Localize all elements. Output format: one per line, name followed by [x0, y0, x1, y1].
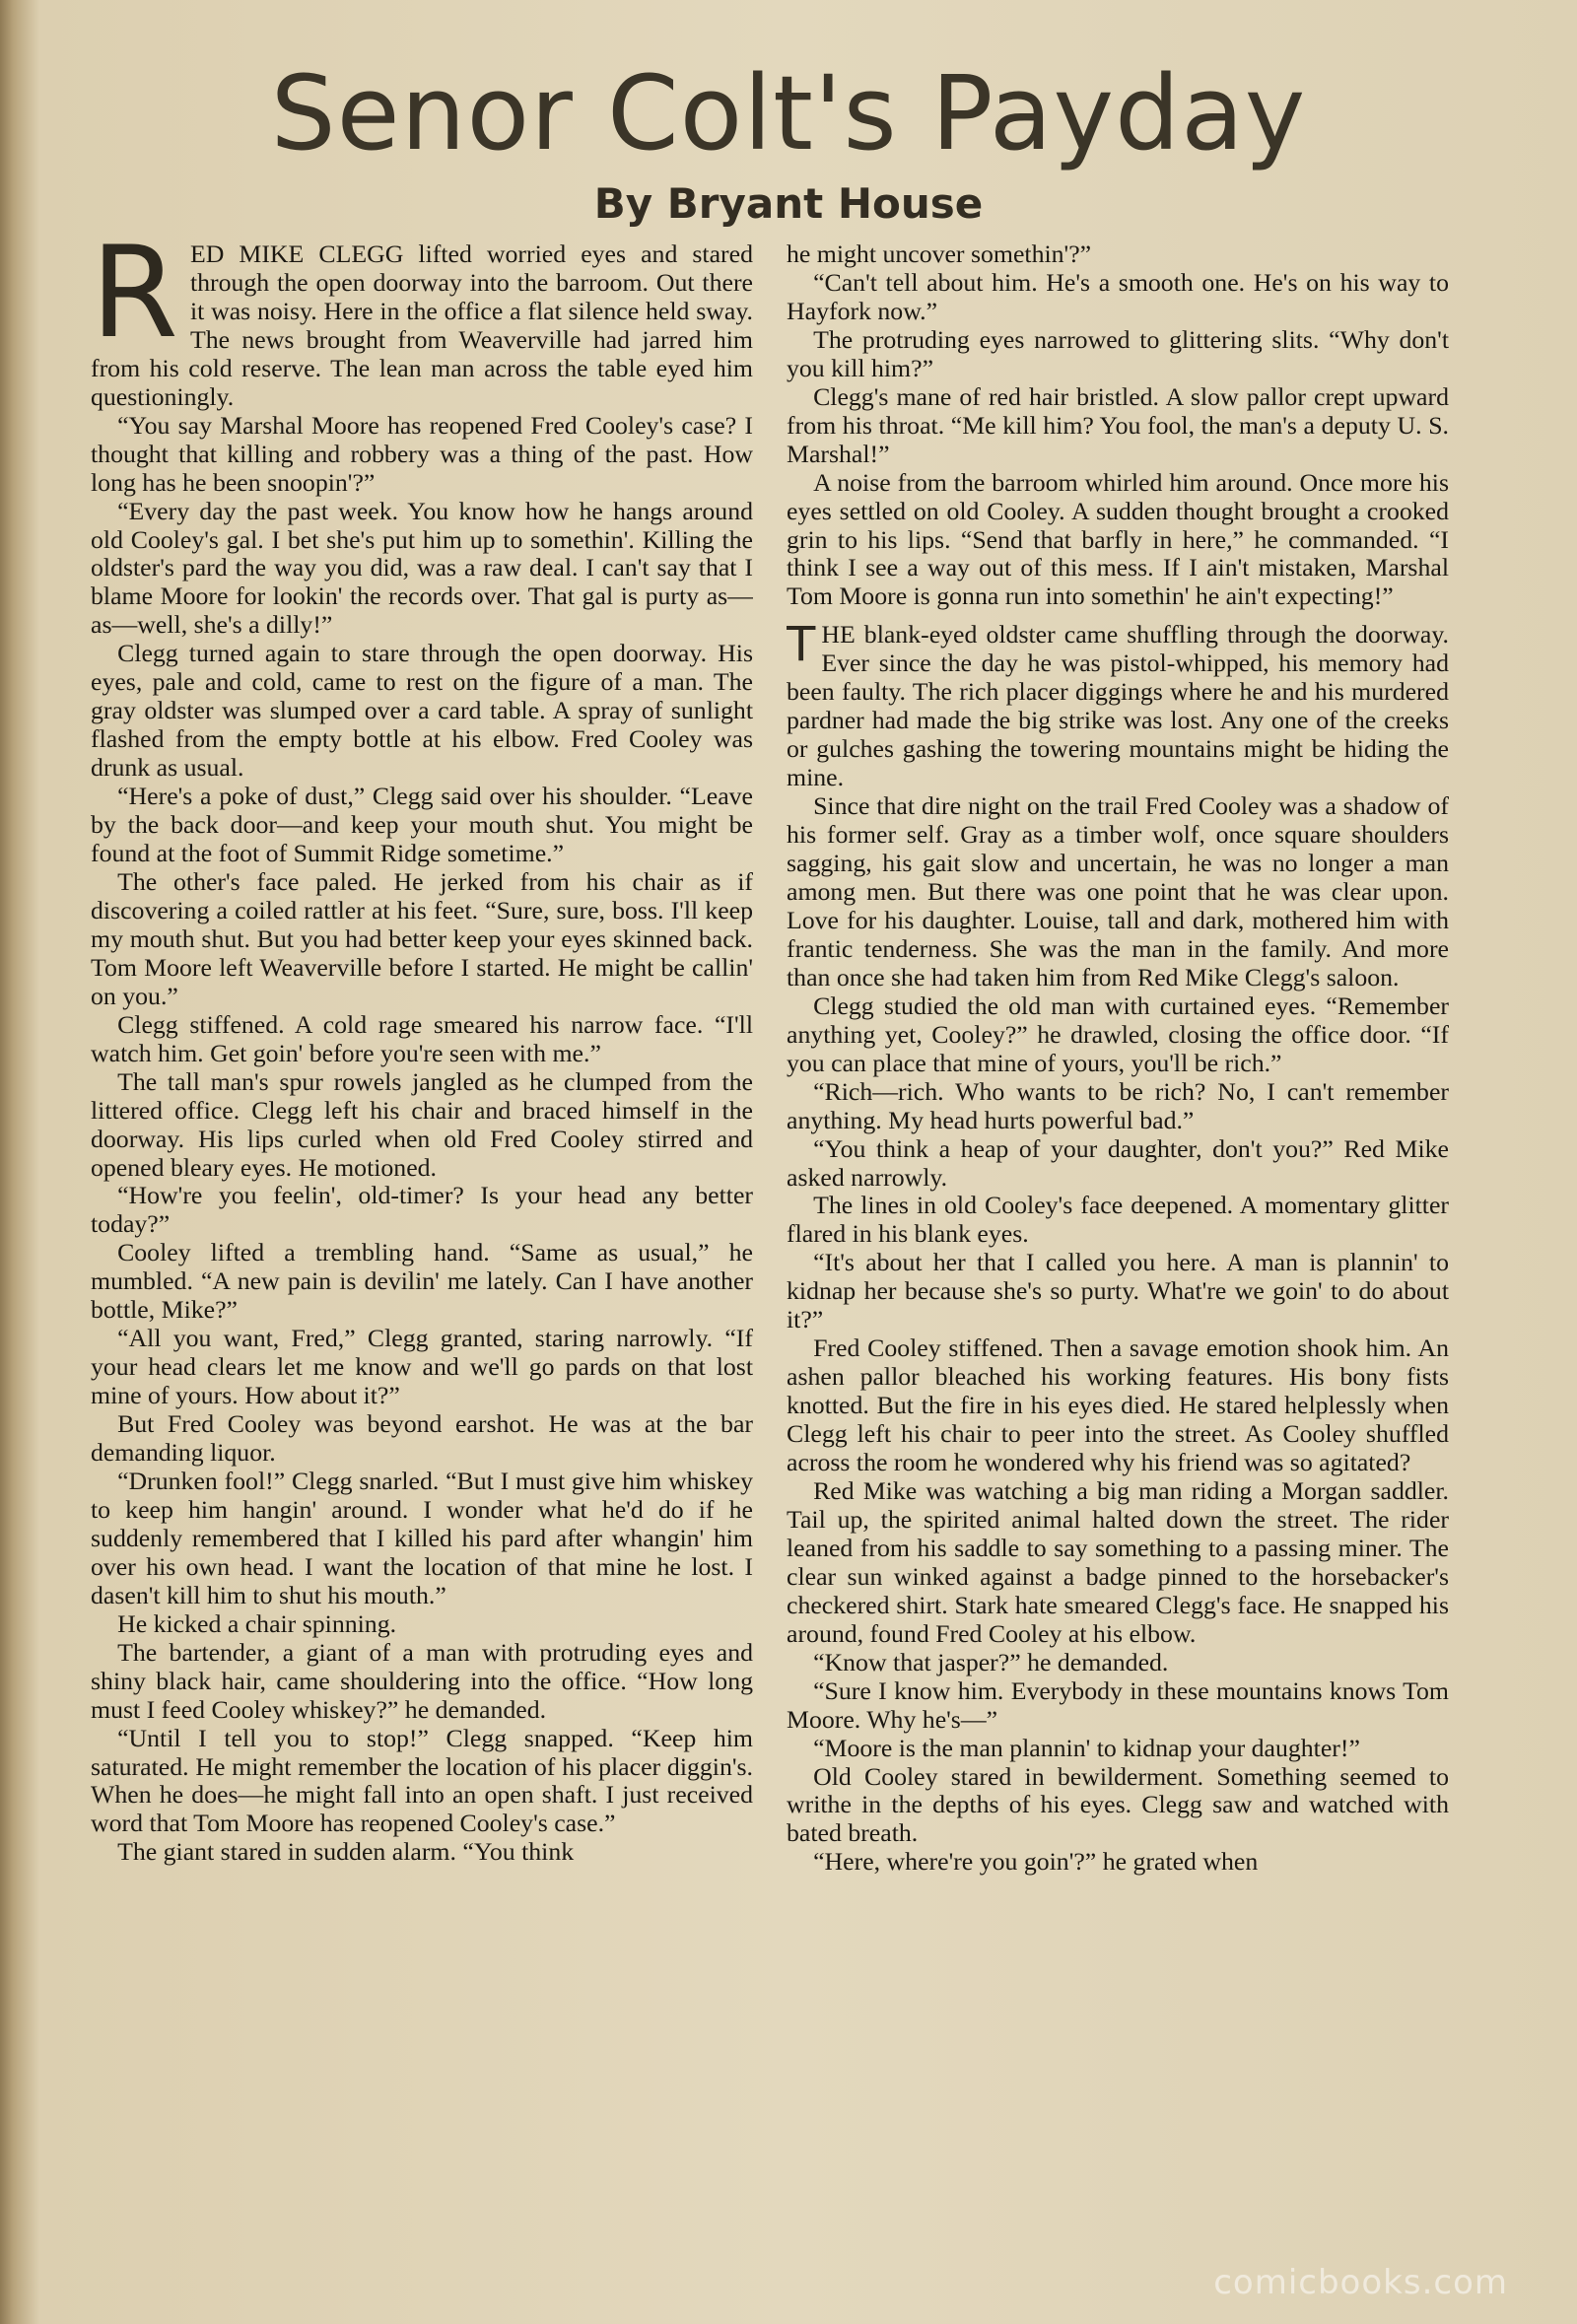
watermark: comicbooks.com [1213, 2263, 1508, 2302]
paragraph: “How're you feelin', old-timer? Is your head any better today?” [91, 1181, 753, 1239]
page-title: Senor Colt's Payday [270, 53, 1307, 173]
paragraph: The tall man's spur rowels jangled as he clumped from the littered office. Clegg left his chair and braced himself in the doorway. His lips curled when old Fred Cooley stirred and opened bleary eyes. He motioned. [91, 1066, 753, 1182]
paragraph: Clegg turned again to stare through the open doorway. His eyes, pale and cold, came to rest on the figure of a man. The gray oldster was slumped over a card table. A spray of sunlight flashed from the empty bottle at his elbow. Fred Cooley was drunk as usual. [91, 639, 753, 783]
paragraph: “Drunken fool!” Clegg snarled. “But I must give him whiskey to keep him hangin' around. I wonder what he'd do if he suddenly remembered that I killed his pard after whangin' him over his own head. I want the location of that mine he lost. I dasen't kill him to shut his mouth.” [91, 1466, 753, 1609]
paragraph: “It's about her that I called you here. A man is plannin' to kidnap her because she's so purty. What're we goin' to do about it?” [787, 1248, 1449, 1334]
drop-cap: T [787, 617, 816, 673]
paragraph: RED MIKE CLEGG lifted worried eyes and stared through the open doorway into the barroom. Out there it was noisy. Here in the office a flat silence held sway. The news brought from Weaverville had jarred him from his cold reserve. The lean man across the table eyed him questioningly. [91, 240, 753, 411]
paragraph: But Fred Cooley was beyond earshot. He was at the bar demanding liquor. [91, 1409, 753, 1468]
paragraph: “Here, where're you goin'?” he grated when [813, 1847, 1259, 1877]
paragraph: “Until I tell you to stop!” Clegg snapped. “Keep him saturated. He might remember the location of his placer diggin's. When he does—he might fall into an open shaft. I just received word that Tom Moore has reopened Cooley's case.” [91, 1723, 753, 1838]
paragraph: The other's face paled. He jerked from his chair as if discovering a coiled rattler at his feet. “Sure, sure, boss. I'll keep my mouth shut. But you had better keep your eyes skinned back. Tom Moore left Weaverville before I started. He might be callin' on you.” [91, 866, 753, 1010]
paragraph: A noise from the barroom whirled him around. Once more his eyes settled on old Cooley. A sudden thought brought a crooked grin to his lips. “Send that barfly in here,” he commanded. “I think I see a way out of this mess. If I ain't mistaken, Marshal Tom Moore is gonna run into somethin' he ain't expecting!” [787, 467, 1449, 611]
paragraph: Clegg's mane of red hair bristled. A slow pallor crept upward from his throat. “Me kill him? You fool, the man's a deputy U. S. Marshal!” [787, 381, 1449, 468]
article-header [0, 54, 1577, 232]
paragraph: He kicked a chair spinning. [117, 1608, 397, 1638]
paragraph: “Moore is the man plannin' to kidnap your daughter!” [813, 1733, 1360, 1762]
paragraph: “Know that jasper?” he demanded. [813, 1647, 1169, 1676]
section-paragraph: THE blank-eyed oldster came shuffling through the doorway. Ever since the day he was pistol-whipped, his memory had been faulty. The rich placer diggings where he and his murdered pardner had made the big strike was lost. Any one of the creeks or gulches gashing the towering mountains might be hiding the mine. [787, 617, 1449, 792]
paragraph: Red Mike was watching a big man riding a Morgan saddler. Tail up, the spirited animal halted down the street. The rider leaned from his saddle to say something to a passing miner. The clear sun winked against a badge pinned to the horsebacker's checkered shirt. Stark hate smeared Clegg's face. He snapped his around, found Fred Cooley at his elbow. [787, 1475, 1449, 1648]
paragraph: Cooley lifted a trembling hand. “Same as usual,” he mumbled. “A new pain is devilin' me lately. Can I have another bottle, Mike?” [91, 1238, 753, 1325]
byline: By Bryant House [593, 179, 984, 228]
paragraph: “All you want, Fred,” Clegg granted, staring narrowly. “If your head clears let me know and we'll go pards on that lost mine of yours. How about it?” [91, 1324, 753, 1410]
paragraph: “Rich—rich. Who wants to be rich? No, I can't remember anything. My head hurts powerful bad.” [787, 1076, 1449, 1134]
paragraph: “You say Marshal Moore has reopened Fred Cooley's case? I thought that killing and robbery was a thing of the past. How long has he been snoopin'?” [91, 410, 753, 497]
paragraph: The lines in old Cooley's face deepened. A momentary glitter flared in his blank eyes. [787, 1191, 1449, 1249]
paragraph: “Every day the past week. You know how he hangs around old Cooley's gal. I bet she's put him up to somethin'. Killing the oldster's pard the way you did, was a raw deal. I can't say that I blame Moore for lookin' the records over. That gal is purty as—as—well, she's a dilly!” [91, 496, 753, 640]
paragraph: The protruding eyes narrowed to glittering slits. “Why don't you kill him?” [787, 324, 1449, 382]
paragraph: he might uncover somethin'?” [787, 240, 1092, 268]
paragraph: Clegg studied the old man with curtained eyes. “Remember anything yet, Cooley?” he drawled, closing the office door. “If you can place that mine of yours, you'll be rich.” [787, 991, 1449, 1077]
article-body [91, 240, 1449, 2221]
paragraph: The bartender, a giant of a man with protruding eyes and shiny black hair, came shouldering into the office. “How long must I feed Cooley whiskey?” he demanded. [91, 1637, 753, 1724]
drop-cap: R [91, 240, 178, 367]
paragraph: Fred Cooley stiffened. Then a savage emotion shook him. An ashen pallor bleached his working features. His bony fists knotted. But the fire in his eyes died. He stared helplessly when Clegg left his chair to peer into the street. As Cooley shuffled across the room he wondered why his friend was so agitated? [787, 1333, 1449, 1477]
paragraph: “Sure I know him. Everybody in these mountains knows Tom Moore. Why he's—” [787, 1675, 1449, 1734]
right-column [787, 240, 1449, 2221]
paragraph: Old Cooley stared in bewilderment. Something seemed to writhe in the depths of his eyes. Clegg saw and watched with bated breath. [787, 1761, 1449, 1848]
paragraph: “You think a heap of your daughter, don't you?” Red Mike asked narrowly. [787, 1133, 1449, 1192]
paragraph: “Can't tell about him. He's a smooth one. He's on his way to Hayfork now.” [787, 267, 1449, 325]
paragraph: The giant stared in sudden alarm. “You think [117, 1837, 575, 1867]
paragraph: “Here's a poke of dust,” Clegg said over his shoulder. “Leave by the back door—and keep your mouth shut. You might be found at the foot of Summit Ridge sometime.” [91, 782, 753, 868]
paragraph: Since that dire night on the trail Fred Cooley was a shadow of his former self. Gray as a timber wolf, once square shoulders sagging, his gait slow and uncertain, he was no longer a man among men. But there was one point that he was clear upon. Love for his daughter. Louise, tall and dark, mothered him with frantic tenderness. She was the man in the family. And more than once she had taken him from Red Mike Clegg's saloon. [787, 791, 1449, 991]
left-column [91, 240, 753, 2221]
paragraph: Clegg stiffened. A cold rage smeared his narrow face. “I'll watch him. Get goin' before you're seen with me.” [91, 1009, 753, 1067]
